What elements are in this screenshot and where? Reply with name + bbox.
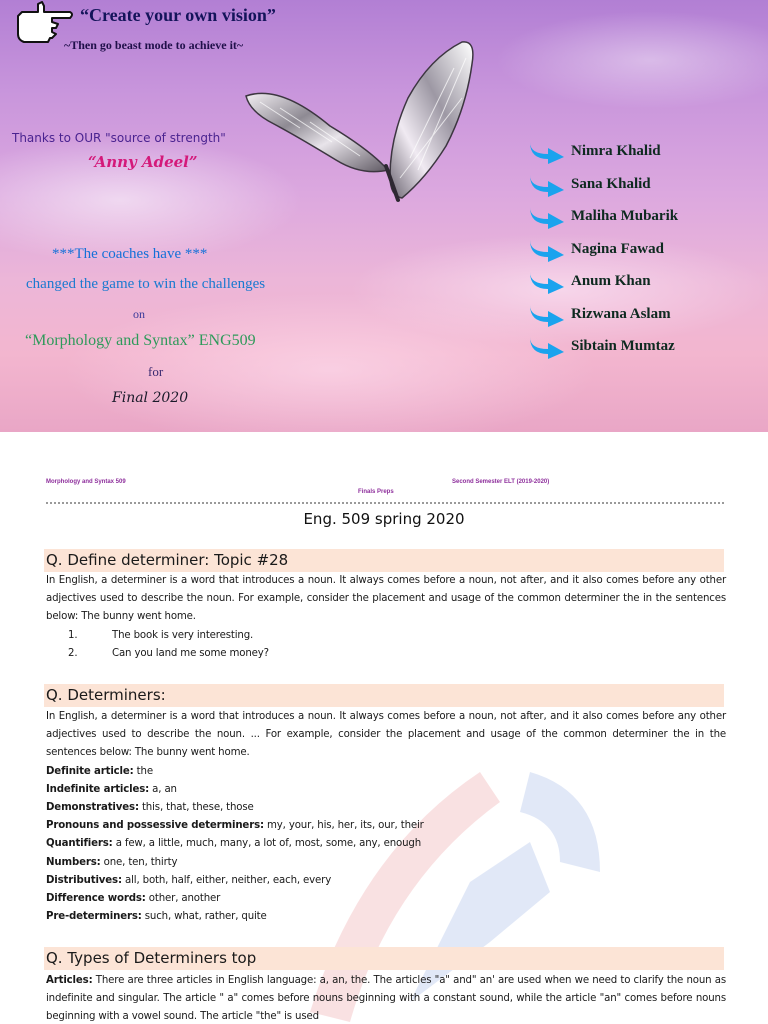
definition-label: Distributives:	[46, 874, 122, 886]
course-line: “Morphology and Syntax” ENG509	[25, 332, 256, 349]
list-item	[46, 645, 726, 663]
section-body	[46, 972, 726, 1024]
curved-arrow-icon	[528, 238, 566, 262]
definition-value: this, that, these, those	[138, 802, 254, 814]
definition-row	[46, 872, 726, 890]
section-heading: Q. Determiners:	[44, 684, 724, 707]
header-semester: Second Semester ELT (2019-2020)	[452, 479, 550, 485]
curved-arrow-icon	[528, 303, 566, 327]
team-list	[528, 138, 758, 366]
definition-value: a few, a little, much, many, a lot of, most, some, any, enough	[112, 838, 422, 850]
document-page	[0, 432, 768, 1024]
curved-arrow-icon	[528, 270, 566, 294]
definition-value: the	[133, 765, 153, 777]
list-number: 2.	[68, 647, 78, 659]
definition-row	[46, 854, 726, 872]
team-member-name: Maliha Mubarik	[571, 208, 679, 224]
paragraph: In English, a determiner is a word that introduces a noun. It always comes before a noun, not after, and it also comes before any other adjectives used to describe the noun. For example, consider the placement and usage of the common determiner the in the sentences below: The bunny went home.	[46, 575, 726, 623]
section-heading: Q. Types of Determiners top	[44, 947, 724, 970]
team-member	[528, 268, 758, 301]
list-number: 1.	[68, 629, 78, 641]
cover-banner	[0, 0, 768, 432]
team-member-name: Anum Khan	[571, 273, 651, 289]
mentor-name: “Anny Adeel”	[88, 153, 198, 171]
section-heading: Q. Define determiner: Topic #28	[44, 549, 724, 572]
header-center-label: Finals Preps	[358, 489, 394, 495]
list-item	[46, 627, 726, 645]
team-member	[528, 333, 758, 366]
team-member-name: Sana Khalid	[571, 175, 651, 192]
final-year-line: Final 2020	[112, 390, 189, 406]
definition-label: Difference words:	[46, 893, 146, 905]
definition-row	[46, 763, 726, 781]
definition-value: other, another	[145, 893, 221, 905]
team-member-name: Rizwana Aslam	[571, 305, 671, 322]
list-text: The book is very interesting.	[112, 629, 254, 641]
curved-arrow-icon	[528, 173, 566, 197]
coaches-line: ***The coaches have ***	[52, 246, 208, 262]
curved-arrow-icon	[528, 140, 566, 164]
section-body	[46, 572, 726, 663]
definition-row	[46, 799, 726, 817]
definition-row	[46, 817, 726, 835]
section-body	[46, 708, 726, 926]
team-member-name: Nagina Fawad	[571, 240, 664, 257]
document-title: Eng. 509 spring 2020	[303, 510, 465, 528]
definition-value: all, both, half, either, neither, each, every	[121, 874, 332, 886]
motivational-quote: “Create your own vision”	[80, 5, 276, 25]
for-word: for	[148, 364, 164, 379]
definition-value: one, ten, thirty	[100, 856, 178, 868]
team-member	[528, 203, 758, 236]
header-course-name: Morphology and Syntax 509	[46, 479, 126, 485]
definition-row	[46, 835, 726, 853]
header-divider	[46, 502, 724, 504]
curved-arrow-icon	[528, 205, 566, 229]
definition-label: Pre-determiners:	[46, 911, 142, 923]
thanks-line: Thanks to OUR "source of strength"	[12, 131, 226, 145]
definition-label: Pronouns and possessive determiners:	[46, 820, 264, 832]
changed-game-line: changed the game to win the challenges	[26, 276, 266, 292]
definition-label: Numbers:	[46, 856, 101, 868]
team-member	[528, 171, 758, 204]
paragraph: In English, a determiner is a word that introduces a noun. It always comes before a noun, not after, and it also comes before any other adjectives used to describe the noun. ... For example, consider the placement and usage of the common determiner the in the sentences below: The bunny went home.	[46, 711, 726, 759]
team-member	[528, 301, 758, 334]
articles-text: There are three articles in English language: a, an, the. The articles "a" and" an' are used when we need to clarify the noun as indefinite and singular. The article " a" comes before nouns beginning with a constant sound, while the article "an" comes before nouns beginning with a vowel sound. The article "the" is used	[46, 975, 726, 1023]
butterfly-image	[240, 38, 480, 208]
example-list	[46, 627, 726, 663]
definition-value: a, an	[149, 783, 177, 795]
definition-row	[46, 890, 726, 908]
team-member-name: Nimra Khalid	[571, 143, 661, 159]
definition-row	[46, 781, 726, 799]
definition-label: Indefinite articles:	[46, 783, 150, 795]
definition-value: such, what, rather, quite	[141, 911, 267, 923]
list-text: Can you land me some money?	[112, 647, 269, 659]
paragraph	[46, 972, 726, 1024]
team-member-name: Sibtain Mumtaz	[571, 338, 675, 354]
team-member	[528, 138, 758, 171]
team-member	[528, 236, 758, 269]
definition-label: Definite article:	[46, 765, 134, 777]
articles-label: Articles:	[46, 975, 93, 986]
curved-arrow-icon	[528, 335, 566, 359]
on-word: on	[133, 307, 145, 321]
definition-value: my, your, his, her, its, our, their	[263, 820, 424, 832]
definition-label: Quantifiers:	[46, 838, 113, 850]
definition-row	[46, 908, 726, 926]
quote-subline: ~Then go beast mode to achieve it~	[64, 38, 244, 52]
definition-label: Demonstratives:	[46, 802, 139, 814]
